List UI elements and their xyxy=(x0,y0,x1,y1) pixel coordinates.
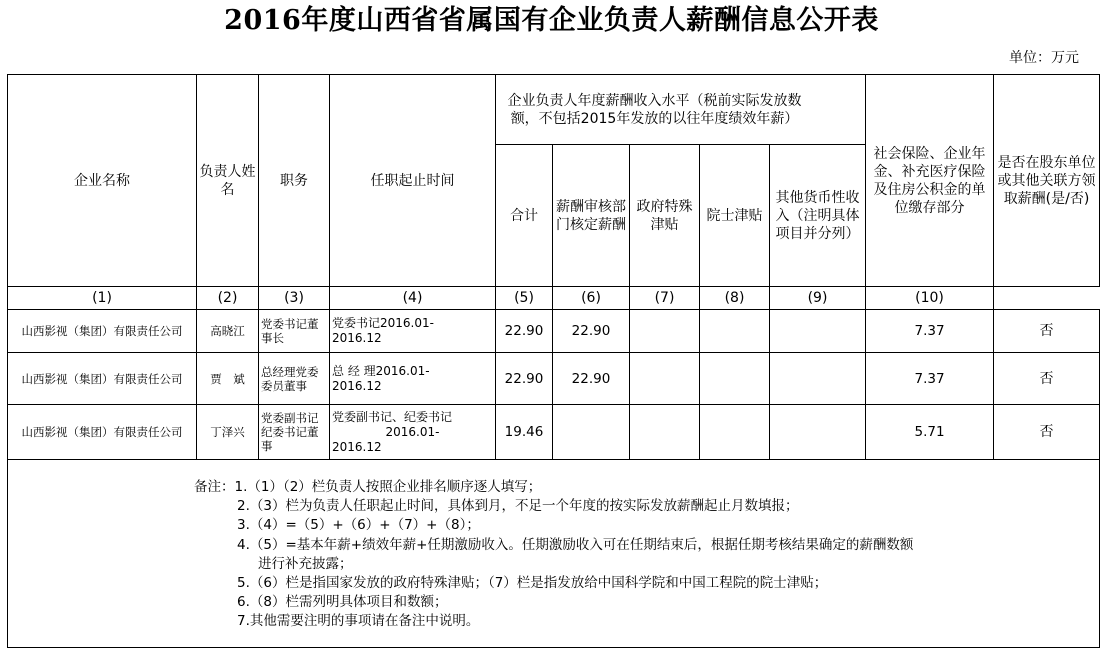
notes-row xyxy=(8,460,1100,648)
header-tenure: 任职起止时间 xyxy=(330,75,496,287)
header-company: 企业名称 xyxy=(8,75,197,287)
cell-academician xyxy=(700,353,770,405)
cell-shareholder: 否 xyxy=(994,310,1100,353)
cell-approved: 22.90 xyxy=(553,310,630,353)
tenure-start: 党委副书记、纪委书记 xyxy=(332,409,453,424)
page-title: 2016年度山西省省属国有企业负责人薪酬信息公开表 xyxy=(224,5,879,36)
cell-social: 7.37 xyxy=(866,310,994,353)
cell-company: 山西影视（集团）有限责任公司 xyxy=(8,310,197,353)
cell-position: 党委副书记纪委书记董事 xyxy=(259,405,330,460)
header-shareholder: 是否在股东单位或其他关联方领取薪酬(是/否) xyxy=(994,75,1100,287)
header-annual-group: 企业负责人年度薪酬收入水平（税前实际发放数额，不包括2015年发放的以往年度绩效年薪） xyxy=(496,75,866,145)
tenure-start-date: 2016.01- xyxy=(385,424,440,439)
col-number: (1) xyxy=(8,287,197,310)
tenure-end: 2016.12 xyxy=(332,378,382,393)
note-line: 6.（8）栏需列明具体项目和数额； xyxy=(237,594,448,611)
cell-name: 丁泽兴 xyxy=(197,405,259,460)
header-academician: 院士津贴 xyxy=(700,145,770,287)
table-row xyxy=(8,405,1100,460)
note-line: 4.（5）=基本年薪+绩效年薪+任期激励收入。任期激励收入可在任期结束后，根据任期考核结果确定的薪酬数额 xyxy=(237,536,914,553)
col-number: (3) xyxy=(259,287,330,310)
cell-other-income xyxy=(770,353,866,405)
cell-position: 总经理党委委员董事 xyxy=(259,353,330,405)
cell-social: 7.37 xyxy=(866,353,994,405)
col-number: (10) xyxy=(866,287,994,310)
cell-shareholder: 否 xyxy=(994,353,1100,405)
notes-block xyxy=(8,460,1099,632)
header-approved: 薪酬审核部门核定薪酬 xyxy=(553,145,630,287)
header-row-1 xyxy=(8,75,1100,145)
cell-other-income xyxy=(770,405,866,460)
cell-tenure xyxy=(330,310,496,353)
cell-total: 19.46 xyxy=(496,405,553,460)
header-position: 职务 xyxy=(259,75,330,287)
cell-position: 党委书记董事长 xyxy=(259,310,330,353)
col-number: (9) xyxy=(770,287,866,310)
note-line: 2.（3）栏为负责人任职起止时间，具体到月，不足一个年度的按实际发放薪酬起止月数填报； xyxy=(237,498,799,515)
tenure-start: 党委书记2016.01- xyxy=(332,316,434,330)
tenure-end: 2016.12 xyxy=(332,439,382,454)
note-line: 3.（4）=（5）+（6）+（7）+（8）； xyxy=(237,517,480,534)
note-line: 5.（6）栏是指国家发放的政府特殊津贴；（7）栏是指发放给中国科学院和中国工程院的院士津贴； xyxy=(237,575,828,592)
cell-shareholder: 否 xyxy=(994,405,1100,460)
unit-label: 单位：万元 xyxy=(1009,50,1079,66)
col-number: (4) xyxy=(330,287,496,310)
table-row xyxy=(8,310,1100,353)
col-number: (8) xyxy=(700,287,770,310)
note-line: 备注：1.（1）（2）栏负责人按照企业排名顺序逐人填写； xyxy=(194,479,542,495)
cell-total: 22.90 xyxy=(496,353,553,405)
cell-company: 山西影视（集团）有限责任公司 xyxy=(8,405,197,460)
cell-other-income xyxy=(770,310,866,353)
header-social: 社会保险、企业年金、补充医疗保险及住房公积金的单位缴存部分 xyxy=(866,75,994,287)
cell-approved: 22.90 xyxy=(553,353,630,405)
header-name: 负责人姓名 xyxy=(197,75,259,287)
notes-cell xyxy=(8,460,1100,648)
note-line: 进行补充披露； xyxy=(258,555,353,572)
note-line: 7.其他需要注明的事项请在备注中说明。 xyxy=(237,613,480,630)
table-row xyxy=(8,353,1100,405)
col-number: (5) xyxy=(496,287,553,310)
cell-tenure xyxy=(330,405,496,460)
header-gov-allowance: 政府特殊津贴 xyxy=(630,145,700,287)
cell-tenure xyxy=(330,353,496,405)
tenure-end: 2016.12 xyxy=(332,331,382,345)
cell-academician xyxy=(700,405,770,460)
cell-name: 贾 斌 xyxy=(197,353,259,405)
cell-social: 5.71 xyxy=(866,405,994,460)
column-number-row xyxy=(8,287,1100,310)
header-total: 合计 xyxy=(496,145,553,287)
header-other-income: 其他货币性收入（注明具体项目并分列） xyxy=(770,145,866,287)
cell-total: 22.90 xyxy=(496,310,553,353)
salary-table xyxy=(7,74,1100,648)
cell-gov-allowance xyxy=(630,405,700,460)
cell-academician xyxy=(700,310,770,353)
col-number: (7) xyxy=(630,287,700,310)
cell-gov-allowance xyxy=(630,310,700,353)
col-number: (2) xyxy=(197,287,259,310)
cell-gov-allowance xyxy=(630,353,700,405)
tenure-start: 总 经 理2016.01- xyxy=(332,363,430,378)
cell-company: 山西影视（集团）有限责任公司 xyxy=(8,353,197,405)
col-number: (6) xyxy=(553,287,630,310)
cell-name: 高晓江 xyxy=(197,310,259,353)
cell-approved xyxy=(553,405,630,460)
